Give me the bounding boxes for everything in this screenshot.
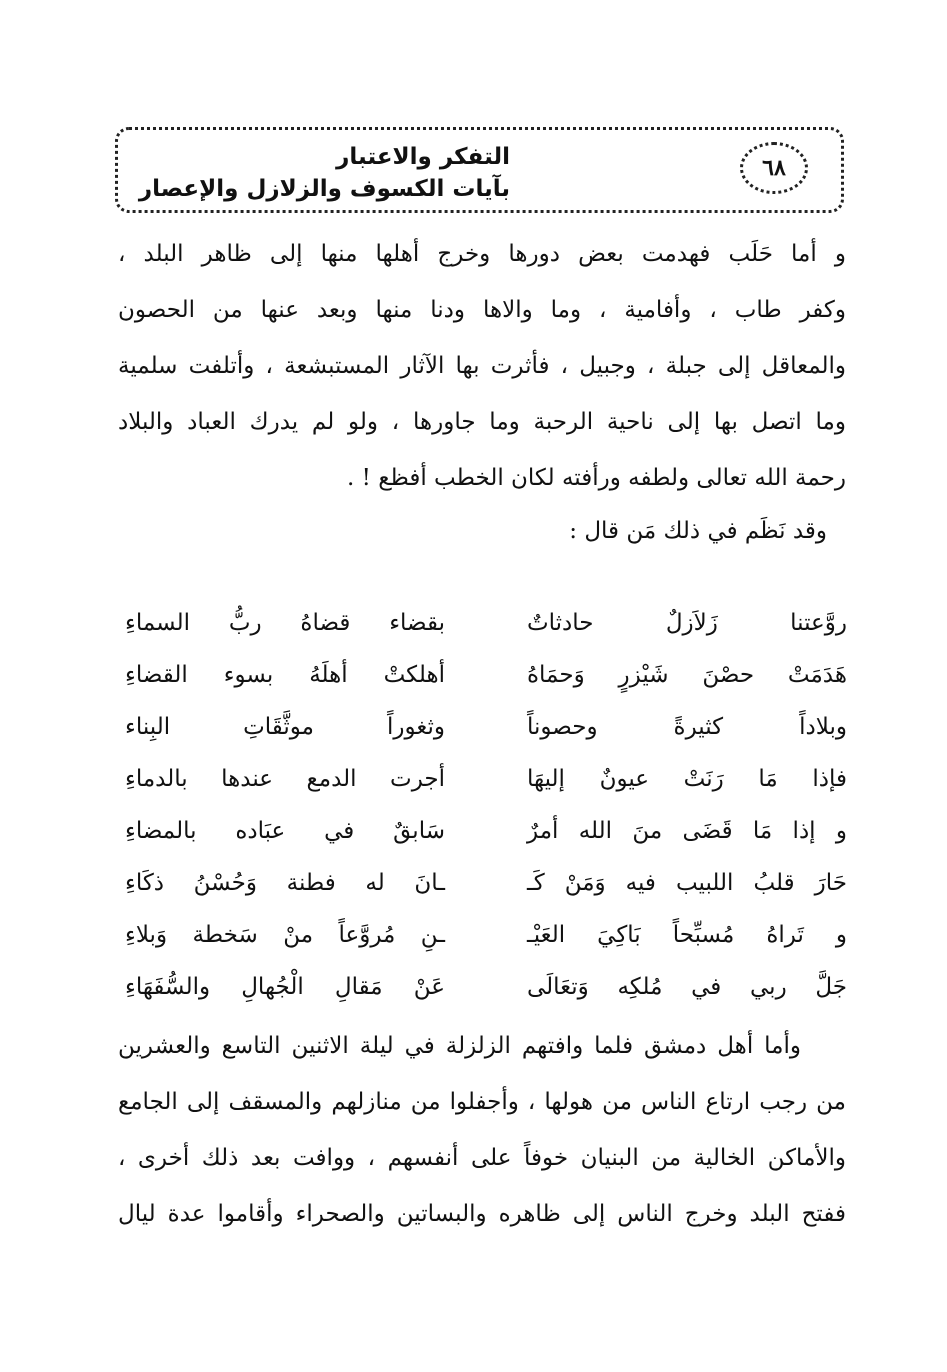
poem-intro: وقد نَظَم في ذلك مَن قال :	[569, 518, 827, 544]
paragraph-damascus	[118, 1018, 846, 1242]
paragraph-line: رحمة الله تعالى ولطفه ورأفته لكان الخطب أفظع ! .	[347, 465, 846, 491]
verse	[0, 650, 947, 700]
verse	[0, 962, 947, 1012]
verse-second-hemistich: أجرت الدمع عندها بالدماءِ	[125, 766, 445, 792]
verse-second-hemistich: ـانَ له فطنة وَحُسْنُ ذكَاءِ	[125, 870, 445, 896]
verse	[0, 858, 947, 908]
paragraph-line: وأما أهل دمشق فلما وافتهم الزلزلة في ليلة الاثنين التاسع والعشرين	[118, 1033, 801, 1059]
verse-second-hemistich: عَنْ مَقالِ الْجُهالِ والسُّفَهَاءِ	[125, 974, 445, 1000]
verse	[0, 702, 947, 752]
verse	[0, 754, 947, 804]
page-number: ٦٨	[740, 142, 808, 194]
paragraph-line: من رجب ارتاع الناس من هولها ، وأجفلوا من منازلهم والمسقف إلى الجامع	[118, 1089, 846, 1115]
verse-first-hemistich: جَلَّ ربي في مُلكِه وَتعَالَى	[527, 974, 847, 1000]
verse	[0, 806, 947, 856]
verse-first-hemistich: روَّعتنا زَلاَزلٌ حادثاتٌ	[527, 610, 847, 636]
paragraph-line: والمعاقل إلى جبلة ، وجبيل ، فأثرت بها الآثار المستبشعة ، وأتلفت سلمية	[118, 353, 846, 379]
verse-first-hemistich: وبلاداً كثيرةً وحصوناً	[527, 714, 847, 740]
verse-second-hemistich: سَابقٌ في عبَاده بالمضاءِ	[125, 818, 445, 844]
verse-first-hemistich: و إذا مَا قَضَى منَ الله أمرٌ	[527, 818, 847, 844]
paragraph-line: و أما حَلَب فهدمت بعض دورها وخرج أهلها منها إلى ظاهر البلد ،	[118, 241, 846, 267]
verse-first-hemistich: فإذا مَا رَنَتْ عيونٌ إليهَا	[527, 766, 847, 792]
verse-first-hemistich: و تَراهُ مُسبِّحاً بَاكِيَ العَيْـ	[527, 922, 847, 948]
verse-second-hemistich: بقضاء قضاهُ ربُّ السماءِ	[125, 610, 445, 636]
paragraph-line: والأماكن الخالية من البنيان خوفاً على أنفسهم ، ووافت بعد ذلك أخرى ،	[118, 1145, 846, 1171]
verse-first-hemistich: حَارَ قلبُ اللبيب فيه وَمَنْ كَـ	[527, 870, 847, 896]
paragraph-line: وما اتصل بها إلى ناحية الرحبة وما جاورها ، ولو لم يدرك العباد والبلاد	[118, 409, 846, 435]
verse	[0, 598, 947, 648]
running-title-line1: التفكر والاعتبار	[336, 144, 510, 170]
verse-first-hemistich: هَدَمَتْ حصْنَ شَيْزرٍ وَحمَاهُ	[527, 662, 847, 688]
verse	[0, 910, 947, 960]
paragraph-line: وكفر طاب ، وأفامية ، وما والاها ودنا منها وبعد عنها من الحصون	[118, 297, 846, 323]
verse-second-hemistich: ـنِ مُروَّعاً منْ سَخطة وَبلاءِ	[125, 922, 445, 948]
paragraph-line: ففتح البلد وخرج الناس إلى ظاهره والبساتين والصحراء وأقاموا عدة ليال	[118, 1201, 846, 1227]
paragraph-halab	[118, 226, 846, 506]
verse-second-hemistich: وثغوراً موثَّقَاتِ البِناء	[125, 714, 445, 740]
verse-second-hemistich: أهلكتْ أهلَهُ بسوء القضاءِ	[125, 662, 445, 688]
running-title-line2: بآيات الكسوف والزلازل والإعصار	[138, 176, 510, 202]
